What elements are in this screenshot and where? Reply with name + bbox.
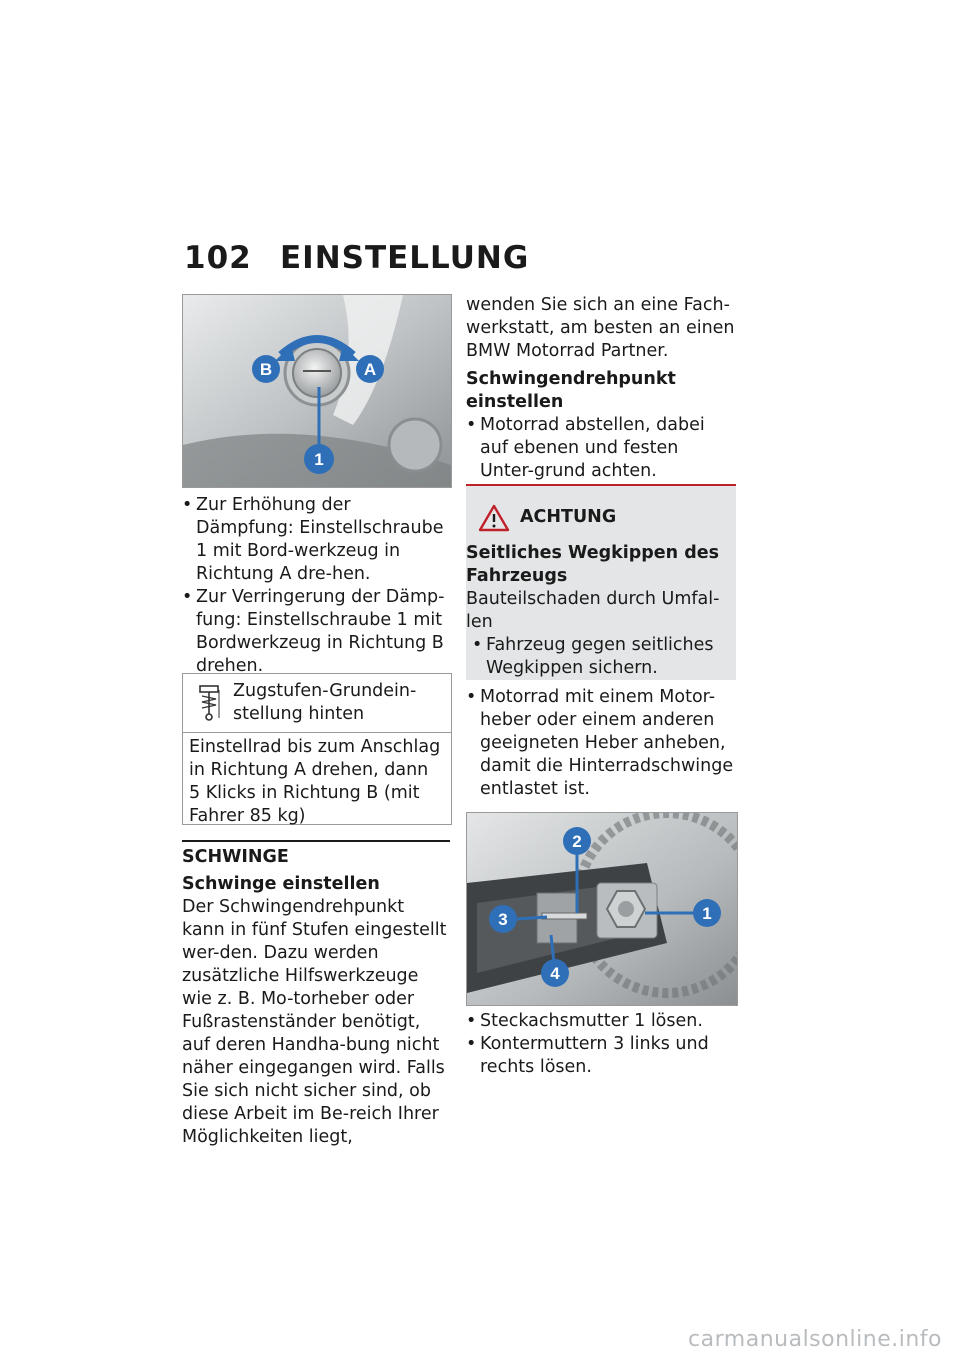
bullet-loosen-lock-nuts: • Kontermuttern 3 links und rechts lösen.: [466, 1033, 736, 1079]
page-header: [184, 240, 529, 276]
left-bullets: [182, 494, 452, 678]
bullet-lift: • Motorrad mit einem Motor-heber oder einem anderen geeigneten Heber anheben, damit die Hinterradschwinge entlastet ist.: [466, 686, 736, 801]
shock-absorber-icon: [197, 682, 223, 722]
bullet-loosen-axle-nut: • Steckachsmutter 1 lösen.: [466, 1010, 736, 1033]
bullet-park: • Motorrad abstellen, dabei auf ebenen und festen Unter-grund achten.: [466, 414, 736, 483]
info-box-rebound: [182, 673, 452, 825]
callout-1: 1: [314, 450, 324, 469]
paragraph-continued: wenden Sie sich an eine Fach-werkstatt, am besten an einen BMW Motorrad Partner.: [466, 295, 735, 361]
figure-swingarm-axle: [466, 812, 738, 1006]
callout-a: A: [363, 360, 377, 379]
section-title: SCHWINGE: [182, 847, 289, 867]
right-bullets-bottom: [466, 1010, 736, 1079]
warning-title: Seitliches Wegkippen des Fahrzeugs: [466, 543, 720, 586]
callout-4: 4: [550, 964, 560, 983]
warning-text: Bauteilschaden durch Umfal-len: [466, 589, 720, 632]
figure-shock-adjuster: [182, 294, 452, 488]
bullet-decrease-damping: • Zur Verringerung der Dämp-fung: Einstellschraube 1 mit Bordwerkzeug in Richtung B drehen.: [182, 586, 452, 678]
callout-3: 3: [498, 910, 508, 929]
bullet-increase-damping: • Zur Erhöhung der Dämpfung: Einstellschraube 1 mit Bord-werkzeug in Richtung A dre-hen.: [182, 494, 452, 586]
watermark: carmanualsonline.info: [688, 1327, 942, 1352]
callout-b: B: [259, 360, 273, 379]
callout-1: 1: [702, 904, 712, 923]
page-title: EINSTELLUNG: [280, 240, 530, 276]
warning-bullet: • Fahrzeug gegen seitliches Wegkippen sichern.: [472, 634, 732, 680]
warning-triangle-icon: [478, 504, 510, 532]
info-box-body: Einstellrad bis zum Anschlag in Richtung A drehen, dann 5 Klicks in Richtung B (mit Fahrer 85 kg): [189, 737, 441, 826]
warning-label: ACHTUNG: [520, 507, 617, 527]
subsection-pivot-title: Schwingendrehpunkt einstellen: [466, 369, 676, 412]
page-number: 102: [184, 240, 252, 276]
right-bullets-mid: [466, 686, 736, 801]
warning-box: [466, 484, 736, 680]
right-bullets-top: [466, 414, 736, 483]
paragraph-swingarm: Der Schwingendrehpunkt kann in fünf Stufen eingestellt wer-den. Dazu werden zusätzliche Hilfswerkzeuge wie z. B. Mo-torheber oder Fußrastenständer benötigt, auf deren Handha-bung nicht näher eingegangen wird. Falls Sie sich nicht sicher sind, ob diese Arbeit im Be-reich Ihrer Möglichkeiten liegt,: [182, 897, 447, 1147]
subsection-title: Schwinge einstellen: [182, 874, 380, 894]
info-box-title: Zugstufen-Grundein-stellung hinten: [233, 681, 417, 724]
section-rule: [182, 840, 450, 842]
callout-2: 2: [572, 832, 582, 851]
